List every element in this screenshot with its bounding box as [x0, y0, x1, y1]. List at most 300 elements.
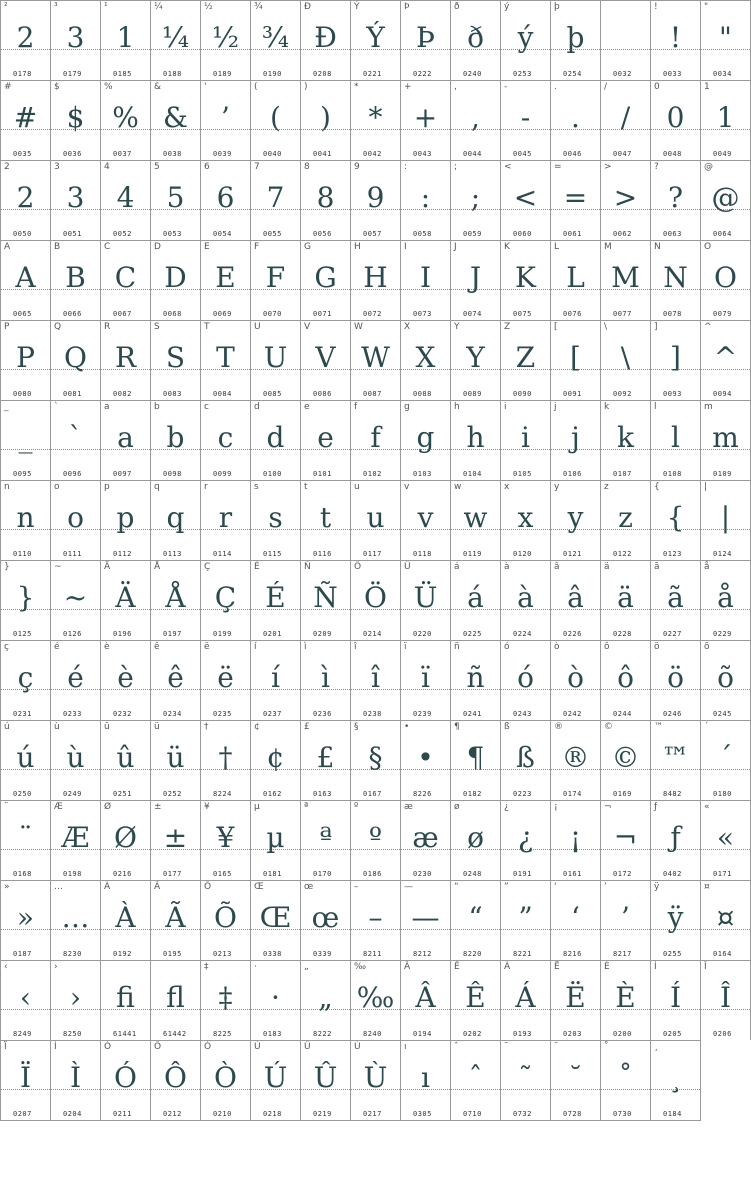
glyph-cell[interactable]: [650, 320, 700, 400]
glyph-cell[interactable]: [100, 880, 150, 960]
glyph-cell[interactable]: [150, 0, 200, 80]
glyph-cell[interactable]: [100, 720, 150, 800]
glyph-label: ¨: [4, 802, 9, 812]
glyph-cell[interactable]: [500, 800, 550, 880]
glyph-cell[interactable]: [350, 1040, 400, 1121]
glyph-cell[interactable]: [600, 1040, 650, 1121]
glyph-label: o: [54, 482, 60, 492]
glyph-preview: æ: [412, 821, 439, 854]
glyph-cell[interactable]: [700, 960, 751, 1040]
glyph-cell[interactable]: [200, 160, 250, 240]
glyph-code: 0043: [413, 150, 432, 158]
glyph-cell[interactable]: [250, 1040, 300, 1121]
glyph-cell[interactable]: [200, 480, 250, 560]
glyph-cell[interactable]: [500, 640, 550, 720]
glyph-label: ¬: [604, 802, 612, 812]
glyph-cell[interactable]: [150, 640, 200, 720]
glyph-preview: £: [316, 741, 335, 774]
glyph-cell[interactable]: [650, 640, 700, 720]
glyph-code: 0402: [663, 870, 682, 878]
glyph-cell[interactable]: [450, 80, 500, 160]
glyph-label: ý: [504, 2, 510, 12]
glyph-cell[interactable]: [550, 640, 600, 720]
glyph-preview: #: [13, 101, 38, 134]
glyph-label: $: [54, 82, 60, 92]
glyph-cell[interactable]: [400, 1040, 450, 1121]
glyph-cell[interactable]: [50, 560, 100, 640]
glyph-cell[interactable]: [150, 880, 200, 960]
glyph-code: 0093: [663, 390, 682, 398]
glyph-cell[interactable]: [50, 320, 100, 400]
glyph-cell[interactable]: [0, 960, 50, 1040]
glyph-cell[interactable]: [200, 960, 250, 1040]
glyph-cell[interactable]: [600, 160, 650, 240]
glyph-cell[interactable]: [0, 480, 50, 560]
glyph-cell[interactable]: [0, 560, 50, 640]
glyph-cell[interactable]: [350, 480, 400, 560]
glyph-cell[interactable]: [300, 720, 350, 800]
glyph-code: 0108: [663, 470, 682, 478]
glyph-cell[interactable]: [550, 160, 600, 240]
glyph-code: 0164: [713, 950, 732, 958]
glyph-label: á: [454, 562, 460, 572]
glyph-cell[interactable]: [550, 400, 600, 480]
glyph-cell[interactable]: [550, 0, 600, 80]
glyph-cell[interactable]: [550, 800, 600, 880]
glyph-cell[interactable]: [0, 720, 50, 800]
glyph-cell[interactable]: [400, 640, 450, 720]
glyph-code: 0252: [163, 790, 182, 798]
glyph-cell[interactable]: [450, 800, 500, 880]
glyph-code: 0228: [613, 630, 632, 638]
glyph-cell[interactable]: [400, 400, 450, 480]
glyph-cell[interactable]: [350, 560, 400, 640]
glyph-preview: r: [218, 501, 233, 534]
glyph-cell[interactable]: [400, 240, 450, 320]
glyph-cell[interactable]: [100, 0, 150, 80]
glyph-cell[interactable]: [0, 800, 50, 880]
glyph-label: \: [604, 322, 608, 332]
glyph-cell[interactable]: [300, 960, 350, 1040]
glyph-cell[interactable]: [100, 80, 150, 160]
glyph-cell[interactable]: [150, 80, 200, 160]
glyph-code: 0203: [563, 1030, 582, 1038]
glyph-preview: Ù: [363, 1061, 388, 1094]
glyph-preview: -: [520, 101, 531, 134]
glyph-cell[interactable]: [400, 480, 450, 560]
glyph-cell[interactable]: [250, 80, 300, 160]
glyph-preview: W: [361, 341, 390, 374]
glyph-cell[interactable]: [200, 1040, 250, 1121]
glyph-code: 0041: [313, 150, 332, 158]
glyph-cell[interactable]: [150, 720, 200, 800]
glyph-cell[interactable]: [300, 160, 350, 240]
glyph-cell[interactable]: [250, 160, 300, 240]
glyph-cell[interactable]: [650, 800, 700, 880]
glyph-cell[interactable]: [50, 0, 100, 80]
glyph-cell[interactable]: [100, 240, 150, 320]
glyph-label: ß: [504, 722, 510, 732]
glyph-cell[interactable]: [650, 480, 700, 560]
glyph-cell[interactable]: [650, 160, 700, 240]
glyph-cell[interactable]: [700, 560, 751, 640]
glyph-row: [0, 560, 751, 640]
glyph-cell[interactable]: [700, 240, 751, 320]
glyph-cell[interactable]: [150, 320, 200, 400]
glyph-cell[interactable]: [500, 480, 550, 560]
glyph-cell[interactable]: [700, 480, 751, 560]
glyph-cell[interactable]: [100, 320, 150, 400]
glyph-cell[interactable]: [700, 0, 751, 80]
glyph-preview: Î: [719, 981, 732, 1014]
glyph-cell[interactable]: [450, 480, 500, 560]
glyph-cell[interactable]: [500, 80, 550, 160]
glyph-code: 0227: [663, 630, 682, 638]
glyph-code: 0222: [413, 70, 432, 78]
glyph-cell[interactable]: [600, 0, 650, 80]
glyph-preview: Ú: [263, 1061, 288, 1094]
glyph-cell[interactable]: [450, 560, 500, 640]
glyph-code: 0732: [513, 1110, 532, 1118]
glyph-label: ˘: [554, 1042, 559, 1052]
glyph-label: „: [304, 962, 309, 972]
glyph-cell[interactable]: [0, 160, 50, 240]
glyph-preview: 5: [166, 181, 185, 214]
glyph-cell[interactable]: [300, 240, 350, 320]
glyph-cell[interactable]: [350, 720, 400, 800]
glyph-cell[interactable]: [500, 0, 550, 80]
glyph-cell[interactable]: [650, 720, 700, 800]
glyph-cell[interactable]: [400, 80, 450, 160]
glyph-cell[interactable]: [50, 800, 100, 880]
glyph-cell[interactable]: [200, 880, 250, 960]
glyph-cell[interactable]: [500, 880, 550, 960]
glyph-cell[interactable]: [50, 240, 100, 320]
glyph-cell[interactable]: [150, 240, 200, 320]
glyph-label: ;: [454, 162, 458, 172]
glyph-cell[interactable]: [650, 1040, 701, 1121]
glyph-cell[interactable]: [350, 0, 400, 80]
glyph-code: 0190: [263, 70, 282, 78]
glyph-cell[interactable]: [400, 560, 450, 640]
glyph-cell[interactable]: [500, 160, 550, 240]
glyph-label: Î: [704, 962, 707, 972]
glyph-cell[interactable]: [150, 160, 200, 240]
glyph-cell[interactable]: [150, 400, 200, 480]
glyph-label: ]: [654, 322, 658, 332]
glyph-cell[interactable]: [100, 640, 150, 720]
glyph-cell[interactable]: [250, 640, 300, 720]
glyph-cell[interactable]: [0, 1040, 50, 1121]
glyph-cell[interactable]: [700, 400, 751, 480]
glyph-cell[interactable]: [700, 320, 751, 400]
glyph-cell[interactable]: [550, 480, 600, 560]
glyph-cell[interactable]: [0, 880, 50, 960]
glyph-cell[interactable]: [550, 80, 600, 160]
glyph-cell[interactable]: [500, 960, 550, 1040]
glyph-cell[interactable]: [200, 800, 250, 880]
glyph-label: x: [504, 482, 510, 492]
glyph-cell[interactable]: [450, 880, 500, 960]
glyph-cell[interactable]: [200, 720, 250, 800]
glyph-cell[interactable]: [600, 80, 650, 160]
glyph-cell[interactable]: [0, 240, 50, 320]
glyph-cell[interactable]: [600, 240, 650, 320]
glyph-preview: ^: [713, 341, 738, 374]
glyph-cell[interactable]: [100, 560, 150, 640]
glyph-cell[interactable]: [650, 240, 700, 320]
glyph-cell[interactable]: [0, 320, 50, 400]
glyph-cell[interactable]: [650, 880, 700, 960]
glyph-cell[interactable]: [400, 880, 450, 960]
glyph-cell[interactable]: [700, 80, 751, 160]
glyph-cell[interactable]: [250, 720, 300, 800]
glyph-preview: 1: [116, 21, 135, 54]
glyph-cell[interactable]: [50, 160, 100, 240]
glyph-preview: S: [165, 341, 186, 374]
glyph-cell[interactable]: [700, 720, 751, 800]
glyph-cell[interactable]: [100, 160, 150, 240]
glyph-cell[interactable]: [500, 320, 550, 400]
glyph-label: ó: [504, 642, 510, 652]
glyph-code: 0253: [513, 70, 532, 78]
glyph-cell[interactable]: [600, 800, 650, 880]
glyph-cell[interactable]: [100, 1040, 150, 1121]
glyph-label: ÿ: [654, 882, 660, 892]
glyph-label: f: [354, 402, 358, 412]
glyph-cell[interactable]: [450, 720, 500, 800]
glyph-cell[interactable]: [550, 320, 600, 400]
glyph-preview: B: [65, 261, 86, 294]
glyph-cell[interactable]: [550, 720, 600, 800]
glyph-cell[interactable]: [250, 400, 300, 480]
glyph-cell[interactable]: [50, 880, 100, 960]
glyph-cell[interactable]: [300, 80, 350, 160]
glyph-cell[interactable]: [150, 1040, 200, 1121]
glyph-cell[interactable]: [50, 80, 100, 160]
glyph-preview: í: [271, 661, 280, 694]
glyph-cell[interactable]: [500, 1040, 550, 1121]
glyph-cell[interactable]: [150, 480, 200, 560]
glyph-code: 0305: [413, 1110, 432, 1118]
glyph-preview: |: [720, 501, 731, 534]
glyph-cell[interactable]: [450, 0, 500, 80]
glyph-cell[interactable]: [150, 960, 200, 1040]
glyph-label: T: [204, 322, 210, 332]
glyph-cell[interactable]: [200, 240, 250, 320]
glyph-cell[interactable]: [400, 160, 450, 240]
glyph-cell[interactable]: [300, 480, 350, 560]
glyph-code: 0214: [363, 630, 382, 638]
glyph-cell[interactable]: [300, 400, 350, 480]
glyph-cell[interactable]: [700, 160, 751, 240]
glyph-cell[interactable]: [450, 640, 500, 720]
glyph-cell[interactable]: [50, 720, 100, 800]
glyph-cell[interactable]: [250, 800, 300, 880]
glyph-cell[interactable]: [450, 240, 500, 320]
glyph-cell[interactable]: [0, 0, 50, 80]
glyph-cell[interactable]: [0, 400, 50, 480]
glyph-cell[interactable]: [450, 960, 500, 1040]
glyph-cell[interactable]: [200, 560, 250, 640]
glyph-cell[interactable]: [300, 1040, 350, 1121]
glyph-cell[interactable]: [400, 720, 450, 800]
glyph-cell[interactable]: [600, 640, 650, 720]
glyph-label: ˚: [604, 1042, 609, 1052]
glyph-code: 0044: [463, 150, 482, 158]
glyph-cell[interactable]: [650, 80, 700, 160]
glyph-cell[interactable]: [250, 480, 300, 560]
glyph-cell[interactable]: [600, 400, 650, 480]
glyph-cell[interactable]: [350, 320, 400, 400]
glyph-cell[interactable]: [0, 80, 50, 160]
glyph-cell[interactable]: [200, 400, 250, 480]
glyph-cell[interactable]: [700, 640, 751, 720]
glyph-cell[interactable]: [300, 320, 350, 400]
glyph-code: 0212: [163, 1110, 182, 1118]
glyph-cell[interactable]: [400, 800, 450, 880]
glyph-cell[interactable]: [300, 560, 350, 640]
glyph-cell[interactable]: [600, 480, 650, 560]
glyph-code: 0084: [213, 390, 232, 398]
glyph-cell[interactable]: [600, 960, 650, 1040]
glyph-cell[interactable]: [50, 960, 100, 1040]
glyph-code: 0180: [713, 790, 732, 798]
glyph-cell[interactable]: [0, 640, 50, 720]
glyph-cell[interactable]: [350, 960, 400, 1040]
glyph-code: 0117: [363, 550, 382, 558]
glyph-cell[interactable]: [350, 880, 400, 960]
glyph-label: ü: [154, 722, 160, 732]
glyph-label: e: [304, 402, 310, 412]
glyph-cell[interactable]: [650, 0, 700, 80]
glyph-cell[interactable]: [350, 240, 400, 320]
glyph-cell[interactable]: [350, 640, 400, 720]
glyph-cell[interactable]: [300, 640, 350, 720]
glyph-cell[interactable]: [450, 1040, 500, 1121]
glyph-cell[interactable]: [100, 480, 150, 560]
glyph-cell[interactable]: [50, 480, 100, 560]
glyph-cell[interactable]: [600, 320, 650, 400]
glyph-cell[interactable]: [250, 320, 300, 400]
glyph-cell[interactable]: [100, 400, 150, 480]
glyph-preview: À: [115, 901, 136, 934]
glyph-label: ì: [304, 642, 307, 652]
glyph-cell[interactable]: [600, 880, 650, 960]
glyph-cell[interactable]: [200, 640, 250, 720]
glyph-cell[interactable]: [450, 400, 500, 480]
glyph-cell[interactable]: [350, 400, 400, 480]
glyph-cell[interactable]: [150, 560, 200, 640]
glyph-code: 0201: [263, 630, 282, 638]
glyph-cell[interactable]: [700, 880, 751, 960]
glyph-cell[interactable]: [400, 320, 450, 400]
glyph-cell[interactable]: [600, 560, 650, 640]
glyph-code: 0174: [563, 790, 582, 798]
glyph-cell[interactable]: [400, 960, 450, 1040]
glyph-cell[interactable]: [550, 880, 600, 960]
glyph-code: 0089: [463, 390, 482, 398]
glyph-label: ®: [554, 722, 563, 732]
glyph-cell[interactable]: [700, 800, 751, 880]
glyph-label: Œ: [254, 882, 264, 892]
glyph-cell[interactable]: [650, 400, 700, 480]
glyph-preview: ı: [421, 1061, 430, 1094]
glyph-cell[interactable]: [250, 0, 300, 80]
glyph-cell[interactable]: [50, 640, 100, 720]
glyph-code: 0200: [613, 1030, 632, 1038]
glyph-cell[interactable]: [650, 960, 700, 1040]
glyph-preview: Ä: [115, 581, 136, 614]
glyph-code: 0110: [13, 550, 32, 558]
glyph-cell[interactable]: [400, 0, 450, 80]
glyph-cell[interactable]: [550, 960, 600, 1040]
glyph-cell[interactable]: [550, 560, 600, 640]
glyph-cell[interactable]: [200, 80, 250, 160]
glyph-cell[interactable]: [650, 560, 700, 640]
glyph-cell[interactable]: [250, 960, 300, 1040]
glyph-cell[interactable]: [50, 400, 100, 480]
glyph-cell[interactable]: [150, 800, 200, 880]
glyph-label: ': [204, 82, 207, 92]
glyph-label: X: [404, 322, 411, 332]
glyph-cell[interactable]: [300, 880, 350, 960]
glyph-preview: d: [266, 421, 285, 454]
glyph-cell[interactable]: [500, 720, 550, 800]
glyph-preview: 2: [16, 21, 35, 54]
glyph-preview: ö: [667, 661, 684, 694]
glyph-code: 0105: [513, 470, 532, 478]
glyph-cell[interactable]: [300, 0, 350, 80]
glyph-preview: f: [370, 421, 381, 454]
glyph-label: ³: [54, 2, 58, 12]
glyph-cell[interactable]: [500, 400, 550, 480]
glyph-cell[interactable]: [200, 0, 250, 80]
glyph-cell[interactable]: [550, 240, 600, 320]
glyph-cell[interactable]: [500, 240, 550, 320]
glyph-cell[interactable]: [350, 80, 400, 160]
glyph-label: ñ: [454, 642, 460, 652]
glyph-cell[interactable]: [200, 320, 250, 400]
glyph-cell[interactable]: [350, 800, 400, 880]
glyph-cell[interactable]: [550, 1040, 600, 1121]
glyph-preview: ’: [221, 101, 230, 134]
glyph-label: w: [454, 482, 462, 492]
glyph-code: 0124: [713, 550, 732, 558]
glyph-cell[interactable]: [500, 560, 550, 640]
glyph-cell[interactable]: [100, 800, 150, 880]
glyph-preview: %: [112, 101, 139, 134]
glyph-cell[interactable]: [600, 720, 650, 800]
glyph-cell[interactable]: [250, 560, 300, 640]
glyph-cell[interactable]: [100, 960, 150, 1040]
glyph-code: 0039: [213, 150, 232, 158]
glyph-cell[interactable]: [350, 160, 400, 240]
glyph-cell[interactable]: [300, 800, 350, 880]
glyph-preview: •: [417, 741, 434, 774]
glyph-label: n: [4, 482, 10, 492]
glyph-preview: Ï: [19, 1061, 32, 1094]
glyph-label: ~: [54, 562, 62, 572]
glyph-cell[interactable]: [50, 1040, 100, 1121]
glyph-cell[interactable]: [250, 240, 300, 320]
glyph-cell[interactable]: [250, 880, 300, 960]
glyph-preview: ): [320, 101, 331, 134]
glyph-preview: ‡: [218, 981, 233, 1014]
glyph-cell[interactable]: [450, 320, 500, 400]
glyph-cell[interactable]: [450, 160, 500, 240]
glyph-label: 4: [104, 162, 110, 172]
